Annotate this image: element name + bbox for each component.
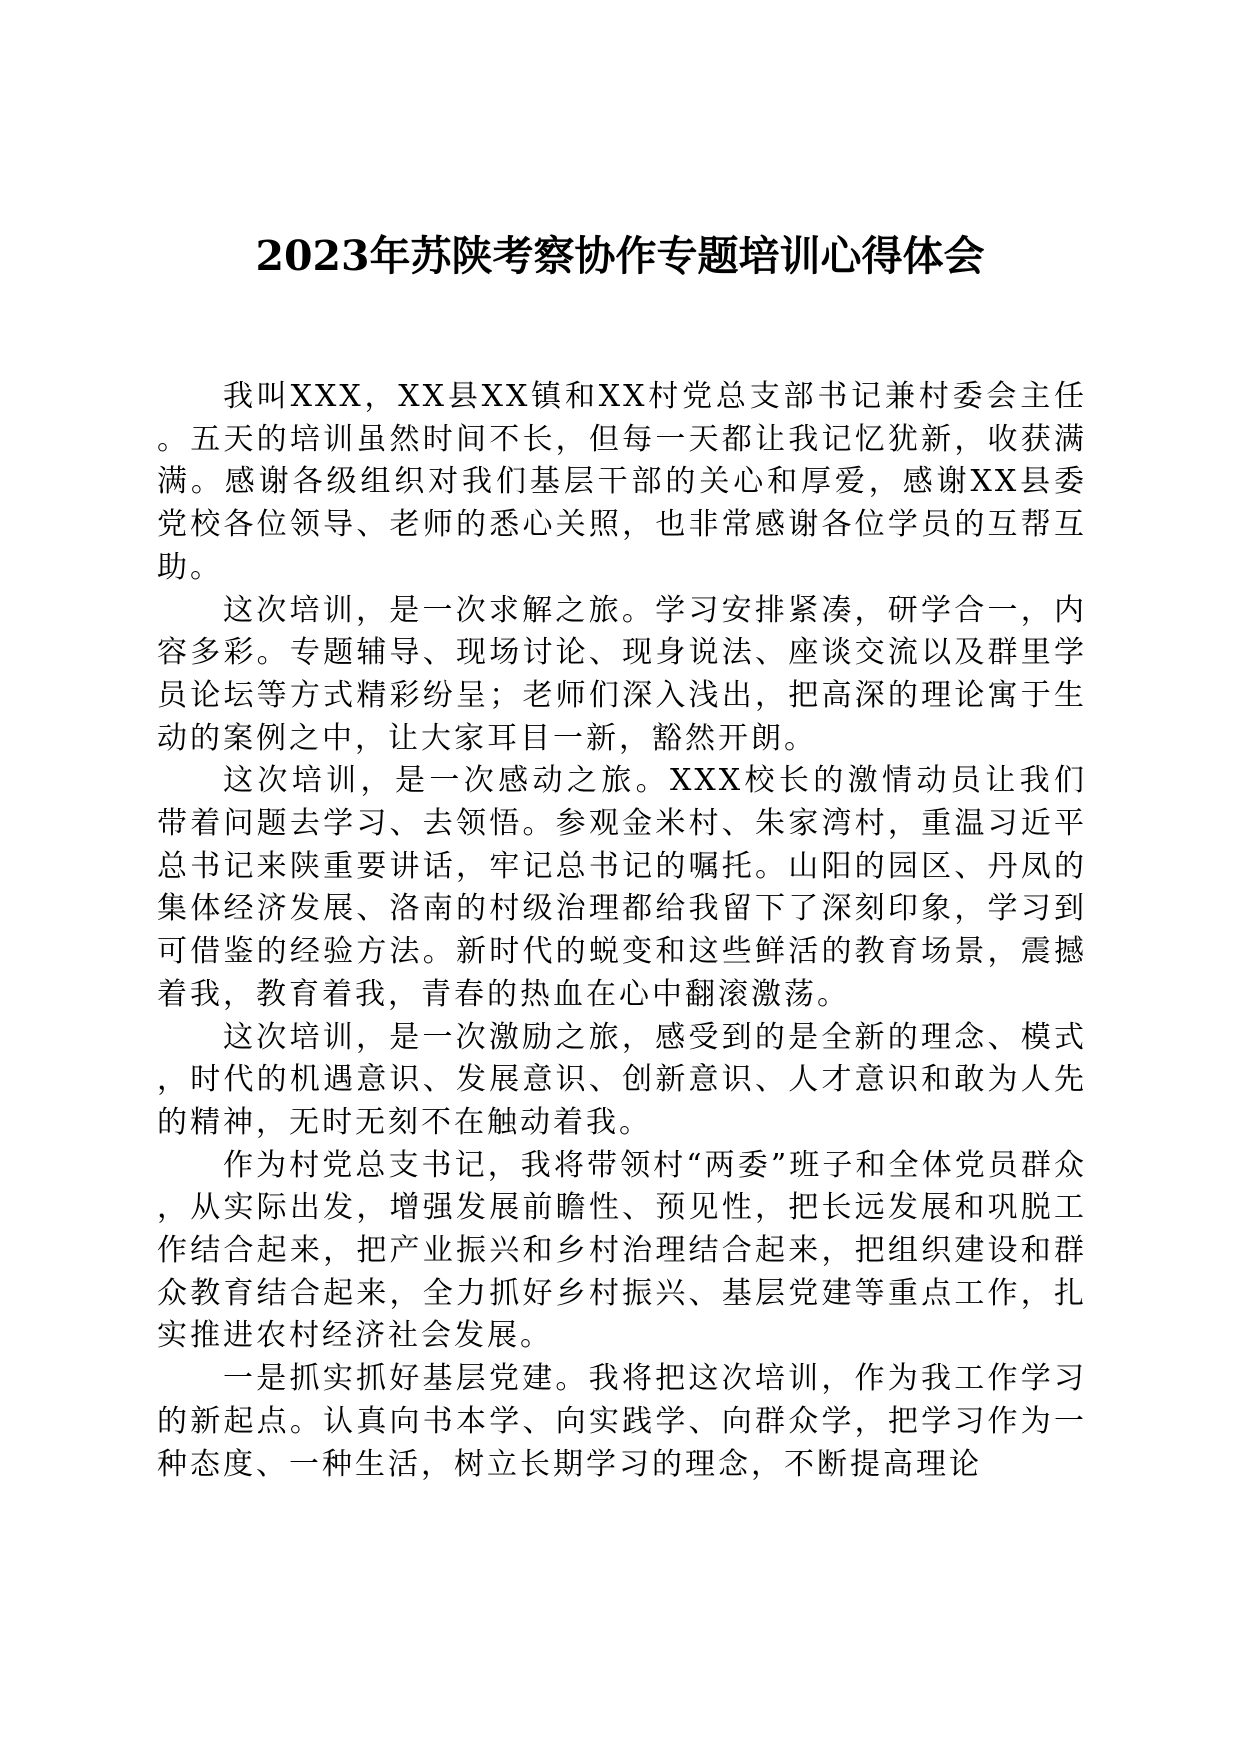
document-body — [157, 376, 1087, 1486]
paragraph-learning-journey: 这次培训，是一次求解之旅。学习安排紧凑，研学合一，内容多彩。专题辅导、现场讨论、现身说法、座谈交流以及群里学员论坛等方式精彩纷呈；老师们深入浅出，把高深的理论寓于生动的案例之中，让大家耳目一新，豁然开朗。 — [157, 592, 1087, 756]
paragraph-commitment: 作为村党总支书记，我将带领村“两委”班子和全体党员群众，从实际出发，增强发展前瞻性、预见性，把长远发展和巩脱工作结合起来，把产业振兴和乡村治理结合起来，把组织建设和群众教育结合起来，全力抓好乡村振兴、基层党建等重点工作，扎实推进农村经济社会发展。 — [157, 1147, 1087, 1354]
document-title: 2023年苏陕考察协作专题培训心得体会 — [255, 232, 985, 280]
paragraph-inspiring-journey: 这次培训，是一次激励之旅，感受到的是全新的理念、模式，时代的机遇意识、发展意识、创新意识、人才意识和敢为人先的精神，无时无刻不在触动着我。 — [157, 1019, 1087, 1140]
paragraph-touching-journey: 这次培训，是一次感动之旅。XXX校长的激情动员让我们带着问题去学习、去领悟。参观金米村、朱家湾村，重温习近平总书记来陕重要讲话，牢记总书记的嘱托。山阳的园区、丹凤的集体经济发展、洛南的村级治理都给我留下了深刻印象，学习到可借鉴的经验方法。新时代的蜕变和这些鲜活的教育场景，震撼着我，教育着我，青春的热血在心中翻滚激荡。 — [157, 763, 1087, 1012]
paragraph-party-building: 一是抓实抓好基层党建。我将把这次培训，作为我工作学习的新起点。认真向书本学、向实践学、向群众学，把学习作为一种态度、一种生活，树立长期学习的理念，不断提高理论 — [157, 1361, 1087, 1482]
paragraph-introduction: 我叫XXX，XX县XX镇和XX村党总支部书记兼村委会主任。五天的培训虽然时间不长，但每一天都让我记忆犹新，收获满满。感谢各级组织对我们基层干部的关心和厚爱，感谢XX县委党校各位领导、老师的悉心关照，也非常感谢各位学员的互帮互助。 — [157, 379, 1087, 585]
